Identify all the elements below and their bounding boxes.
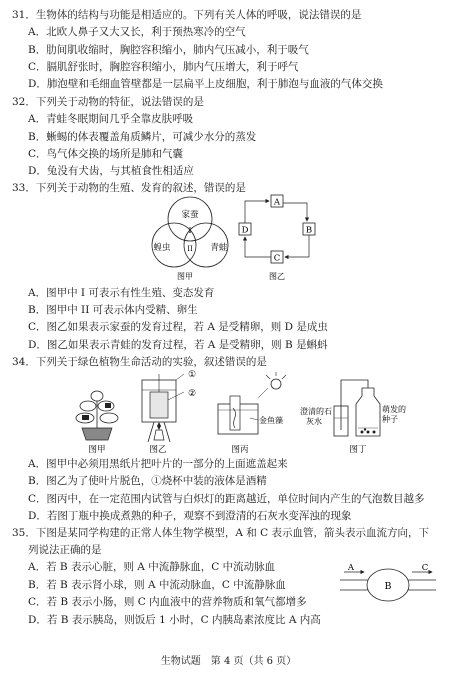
q34-option-d: D．若图丁瓶中换成煮熟的种子，观察不到澄清的石灰水变浑浊的现象 xyxy=(28,510,352,522)
cycle-caption: 图乙 xyxy=(269,272,285,281)
fig-ding-caption: 图丁 xyxy=(349,445,367,455)
q33-venn-diagram xyxy=(140,195,240,285)
venn-label-left: 蝗虫 xyxy=(153,243,171,253)
q35-stem-line-2: 列说法正确的是 xyxy=(28,544,102,556)
q32-option-a: A．青蛙冬眠期间几乎全靠皮肤呼吸 xyxy=(28,113,194,125)
fig-ding-limewater-1: 澄清的石 xyxy=(300,407,332,416)
venn-caption: 图甲 xyxy=(177,272,193,281)
q31-stem: 31．生物体的结构与功能是相适应的。下列有关人体的呼吸，说法错误的是 xyxy=(12,9,362,21)
cycle-b: B xyxy=(305,225,313,236)
q35-blood-flow-model xyxy=(338,560,438,610)
fig-yi-caption: 图乙 xyxy=(149,445,167,455)
q35-stem-line-1: 35．下图是某同学构建的正常人体生物学模型，A 和 C 表示血管，箭头表示血流方向，下 xyxy=(12,527,429,539)
q32-option-c: C．鸟气体交换的场所是肺和气囊 xyxy=(28,148,184,160)
cycle-c: C xyxy=(273,253,281,264)
q34-option-a: A．图甲中必须用黑纸片把叶片的一部分的上面遮盖起来 xyxy=(28,458,288,470)
cycle-a: A xyxy=(273,197,281,208)
fig-bing-caption: 图丙 xyxy=(231,445,249,455)
q31-option-d: D．肺泡壁和毛细血管壁都是一层扁平上皮细胞，利于肺泡与血液的气体交换 xyxy=(28,78,383,90)
q33-option-a: A．图甲中 I 可表示有性生殖、变态发育 xyxy=(28,287,215,299)
q31-option-c: C．膈肌舒张时，胸腔容积缩小，肺内气压增大，利于呼气 xyxy=(28,61,299,73)
q32-option-b: B．蜥蜴的体表覆盖角质鳞片，可减少水分的蒸发 xyxy=(28,131,257,143)
q35-option-a: A．若 B 表示心脏，则 A 中流静脉血，C 中流动脉血 xyxy=(28,561,276,573)
fig-yi-mark-1: ① xyxy=(188,370,197,380)
potted-plant-figure xyxy=(76,391,118,440)
q35-option-d: D．若 B 表示胰岛，则饭后 1 小时，C 内胰岛素浓度比 A 内高 xyxy=(28,614,321,626)
q35-option-b: B．若 B 表示肾小球，则 A 中流动脉血，C 中流静脉血 xyxy=(28,579,286,591)
q31-option-a: A．北欧人鼻子又大又长，利于预热寒冷的空气 xyxy=(28,26,246,38)
cycle-d: D xyxy=(241,225,249,236)
q31-option-b: B．肋间肌收缩时，胸腔容积缩小，肺内气压减小，利于吸气 xyxy=(28,44,309,56)
q34-option-b: B．图乙为了使叶片脱色，①烧杯中装的液体是酒精 xyxy=(28,475,267,487)
fig-yi-mark-2: ② xyxy=(188,389,197,399)
fig-ding-seeds-1: 萌发的 xyxy=(382,405,406,414)
fig-jia-caption: 图甲 xyxy=(88,445,106,455)
q35-option-c: C．若 B 表示小肠，则 C 内血液中的营养物质和氧气都增多 xyxy=(28,596,307,608)
q33-stem: 33．下列关于动物的生殖、发育的叙述，错误的是 xyxy=(12,182,246,194)
venn-label-top: 家蚕 xyxy=(181,210,199,220)
water-bath-figure xyxy=(142,374,184,442)
q32-stem: 32．下列关于动物的特征，说法错误的是 xyxy=(12,96,204,108)
model-b: B xyxy=(384,581,392,592)
limewater-seeds-figure xyxy=(334,380,380,436)
q34-stem: 34．下列关于绿色植物生命活动的实验，叙述错误的是 xyxy=(12,356,267,368)
q34-figures xyxy=(70,370,406,455)
q33-cycle-diagram xyxy=(235,193,320,285)
q33-option-d: D．图乙如果表示青蛙的发育过程，若 A 是受精卵，则 B 是蝌蚪 xyxy=(28,339,328,351)
q32-option-d: D．兔没有犬齿，与其植食性相适应 xyxy=(28,165,194,177)
q34-option-c: C．图丙中，在一定范围内试管与白炽灯的距离越近，单位时间内产生的气泡数目越多 xyxy=(28,493,425,505)
fig-ding-seeds-2: 种子 xyxy=(382,415,398,424)
venn-mark-1: I xyxy=(188,227,192,235)
venn-mark-2: II xyxy=(187,245,193,253)
model-a: A xyxy=(347,563,355,573)
fig-ding-limewater-2: 灰水 xyxy=(306,417,322,426)
q33-option-c: C．图乙如果表示家蚕的发育过程，若 A 是受精卵，则 D 是成虫 xyxy=(28,321,328,333)
q33-option-b: B．图甲中 II 可表示体内受精、卵生 xyxy=(28,304,198,316)
model-c: C xyxy=(421,563,429,573)
page-footer: 生物试题 第 4 页（共 6 页） xyxy=(160,656,297,667)
venn-label-right: 青蛙 xyxy=(210,243,228,253)
fig-bing-fish-label: 金鱼藻 xyxy=(259,416,283,425)
